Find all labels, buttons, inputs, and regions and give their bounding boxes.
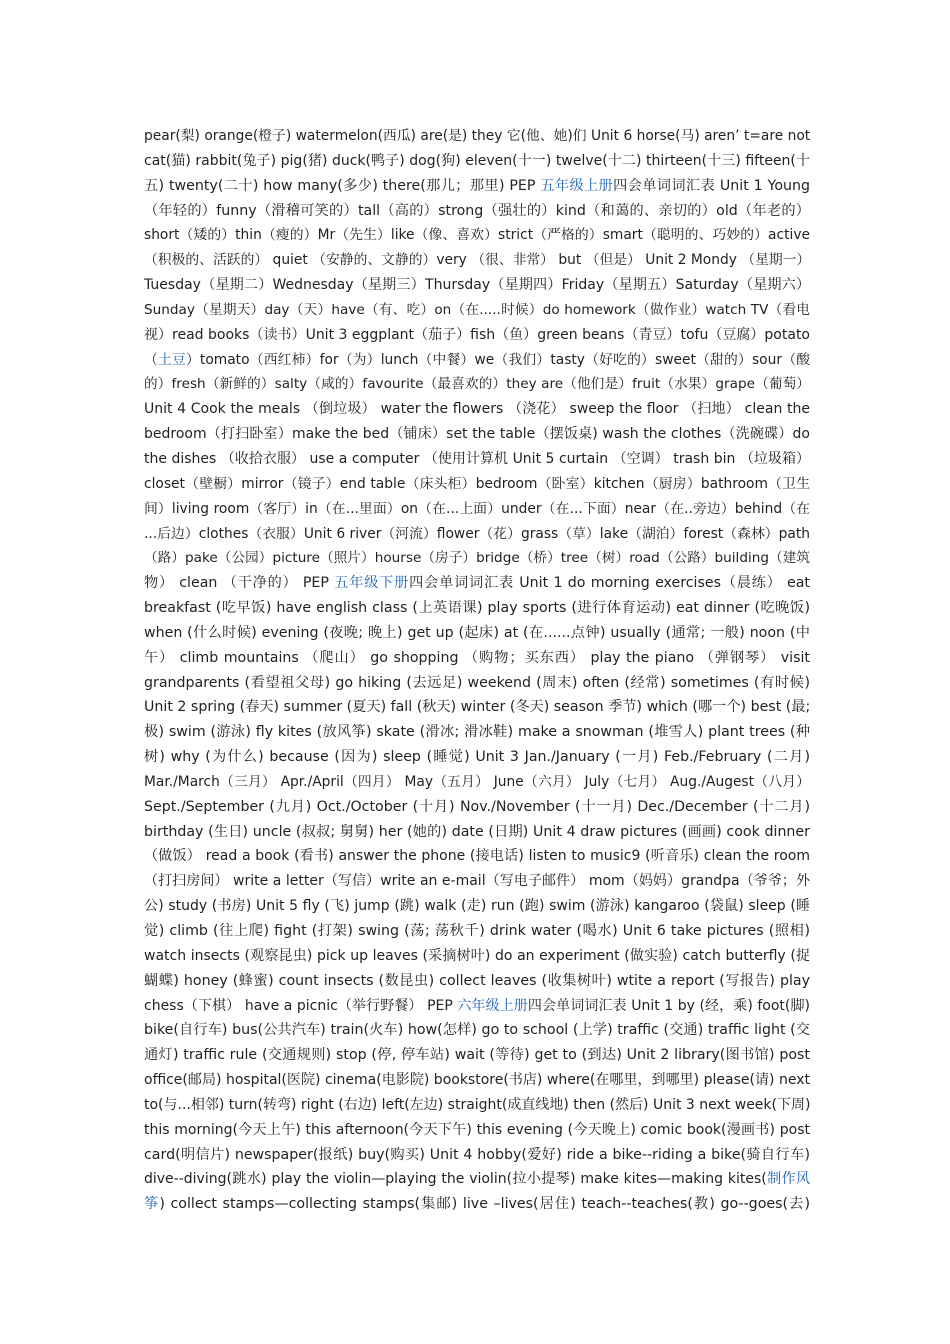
inline-link[interactable]: 五年级上册 — [540, 177, 614, 194]
text-line — [144, 894, 810, 919]
text-run: 间）living room（客厅）in（在...里面）on（在...上面）under（在...下面）near（在..旁边）behind（在 — [144, 500, 810, 517]
text-line — [144, 248, 810, 273]
text-line — [144, 223, 810, 248]
text-line — [144, 174, 810, 199]
text-line — [144, 745, 810, 770]
inline-link[interactable]: 土豆 — [157, 351, 186, 368]
text-line — [144, 273, 810, 298]
text-run: Sunday（星期天）day（天）have（有、吃）on（在.....时候）do homework（做作业）watch TV（看电 — [144, 301, 810, 318]
text-line — [144, 323, 810, 348]
text-run: Mar./March（三月） Apr./April（四月） May（五月） June（六月） July（七月） Aug./Augest（八月） — [144, 773, 810, 790]
text-run: （年轻的）funny（滑稽可笑的）tall（高的）strong（强壮的）kind（和蔼的、亲切的）old（年老的） — [144, 202, 810, 219]
text-run: 视）read books（读书）Unit 3 eggplant（茄子）fish（鱼）green beans（青豆）tofu（豆腐）potato — [144, 326, 810, 343]
text-line — [144, 1043, 810, 1068]
text-run: 物） clean （干净的） PEP — [144, 575, 335, 592]
text-run: 的）fresh（新鲜的）salty（咸的）favourite（最喜欢的）they are（他们是）fruit（水果）grape（葡萄） — [144, 376, 810, 393]
text-run: closet（壁橱）mirror（镜子）end table（床头柜）bedroom（卧室）kitchen（厨房）bathroom（卫生 — [144, 475, 810, 492]
text-line — [144, 720, 810, 745]
text-run: Unit 4 Cook the meals （倒垃圾） water the flowers （浇花） sweep the floor （扫地） clean the — [144, 401, 810, 418]
text-run: Tuesday（星期二）Wednesday（星期三）Thursday（星期四）Friday（星期五）Saturday（星期六） — [144, 277, 810, 294]
vocabulary-text-block — [144, 124, 810, 1217]
text-line — [144, 969, 810, 994]
text-line — [144, 695, 810, 720]
text-line — [144, 372, 810, 397]
text-run: chess（下棋） have a picnic（举行野餐） PEP — [144, 997, 458, 1014]
text-line — [144, 199, 810, 224]
text-run: grandparents (看望祖父母) go hiking (去远足) weekend (周末) often (经常) sometimes (有时候) — [144, 674, 810, 691]
text-run: 四会单词词汇表 Unit 1 by (经，乘) foot(脚) — [527, 997, 810, 1014]
text-run: 四会单词词汇表 Unit 1 do morning exercises（晨练） eat — [409, 575, 810, 592]
inline-link[interactable]: 筝 — [144, 1196, 160, 1213]
text-line — [144, 1167, 810, 1192]
text-line — [144, 1018, 810, 1043]
text-line — [144, 546, 810, 571]
text-run: 蝴蝶) honey (蜂蜜) count insects (数昆虫) collect leaves (收集树叶) wtite a report (写报告) play — [144, 972, 810, 989]
inline-link[interactable]: 六年级上册 — [457, 997, 528, 1014]
text-run: cat(猫) rabbit(兔子) pig(猪) duck(鸭子) dog(狗) eleven(十一) twelve(十二) thirteen(十三) fifteen(十 — [144, 152, 810, 169]
text-run: ) collect stamps—collecting stamps(集邮) live –lives(居住) teach--teaches(教) go--goes(去) — [159, 1196, 810, 1213]
text-line — [144, 671, 810, 696]
text-run: （路）pake（公园）picture（照片）hourse（房子）bridge（桥）tree（树）road（公路）building（建筑 — [144, 550, 810, 567]
text-run: when (什么时候) evening (夜晚; 晚上) get up (起床) at (在......点钟) usually (通常; 一般) noon (中 — [144, 624, 810, 641]
text-line — [144, 571, 810, 596]
text-line — [144, 795, 810, 820]
text-run: to(与...相邻) turn(转弯) right (右边) left(左边) straight(成直线地) then (然后) Unit 3 next week(下周) — [144, 1096, 810, 1113]
text-line — [144, 522, 810, 547]
text-line — [144, 149, 810, 174]
text-run: 五) twenty(二十) how many(多少) there(那儿；那里) PEP — [144, 177, 541, 194]
text-line — [144, 1143, 810, 1168]
text-run: ）tomato（西红柿）for（为）lunch（中餐）we（我们）tasty（好吃的）sweet（甜的）sour（酸 — [185, 351, 810, 368]
text-run: card(明信片) newspaper(报纸) buy(购买) Unit 4 hobby(爱好) ride a bike--riding a bike(骑自行车) — [144, 1146, 810, 1163]
text-line — [144, 1093, 810, 1118]
text-run: （ — [144, 351, 158, 368]
text-run: breakfast (吃早饭) have english class (上英语课) play sports (进行体育运动) eat dinner (吃晚饭) — [144, 600, 810, 617]
text-line — [144, 422, 810, 447]
text-run: bedroom（打扫卧室）make the bed（铺床）set the table（摆饭桌) wash the clothes（洗碗碟）do — [144, 426, 810, 443]
text-run: （积极的、活跃的） quiet （安静的、文静的）very （很、非常） but （但是） Unit 2 Mondy （星期一） — [144, 252, 810, 269]
text-line — [144, 472, 810, 497]
text-line — [144, 869, 810, 894]
text-run: 树) why (为什么) because (因为) sleep (睡觉) Unit 3 Jan./January (一月) Feb./February (二月) — [144, 749, 810, 766]
text-line — [144, 298, 810, 323]
text-line — [144, 994, 810, 1019]
text-run: bike(自行车) bus(公共汽车) train(火车) how(怎样) go to school (上学) traffic (交通) traffic light (交 — [144, 1022, 810, 1039]
text-line — [144, 1118, 810, 1143]
text-run: 通灯) traffic rule (交通规则) stop (停, 停车站) wait (等待) get to (到达) Unit 2 library(图书馆) post — [144, 1047, 810, 1064]
text-run: 午） climb mountains （爬山） go shopping （购物；买东西） play the piano （弹钢琴） visit — [144, 649, 810, 666]
text-line — [144, 497, 810, 522]
text-run: 觉) climb (往上爬) fight (打架) swing (荡; 荡秋千) drink water (喝水) Unit 6 take pictures (照相) — [144, 923, 810, 939]
text-run: office(邮局) hospital(医院) cinema(电影院) bookstore(书店) where(在哪里，到哪里) please(请) next — [144, 1072, 810, 1089]
text-run: （做饭） read a book (看书) answer the phone (接电话) listen to music9 (听音乐) clean the room — [144, 848, 810, 865]
text-line — [144, 596, 810, 621]
text-line — [144, 447, 810, 472]
text-line — [144, 1068, 810, 1093]
text-run: short（矮的）thin（瘦的）Mr（先生）like（像、喜欢）strict（严格的）smart（聪明的、巧妙的）active — [144, 227, 810, 244]
text-run: this morning(今天上午) this afternoon(今天下午) this evening (今天晚上) comic book(漫画书) post — [144, 1121, 810, 1138]
text-line — [144, 124, 810, 149]
text-line — [144, 348, 810, 373]
text-run: Unit 2 spring (春天) summer (夏天) fall (秋天) winter (冬天) season 季节) which (哪一个) best (最; — [144, 699, 810, 716]
inline-link[interactable]: 制作风 — [766, 1171, 810, 1188]
text-line — [144, 944, 810, 969]
text-run: the dishes （收拾衣服） use a computer （使用计算机 Unit 5 curtain （空调） trash bin （垃圾箱） — [144, 450, 810, 467]
text-run: dive--diving(跳水) play the violin—playing the violin(拉小提琴) make kites—making kites( — [144, 1171, 767, 1188]
text-run: ...后边）clothes（衣服）Unit 6 river（河流）flower（花）grass（草）lake（湖泊）forest（森林）path — [144, 525, 810, 542]
text-line — [144, 844, 810, 869]
text-run: Sept./September (九月) Oct./October (十月) Nov./November (十一月) Dec./December (十二月) — [144, 798, 810, 815]
text-line — [144, 820, 810, 845]
text-line — [144, 770, 810, 795]
text-run: pear(梨) orange(橙子) watermelon(西瓜) are(是) they 它(他、她)们 Unit 6 horse(马) aren’ t=are not — [144, 128, 810, 144]
text-line — [144, 919, 810, 944]
text-line — [144, 646, 810, 671]
text-run: birthday (生日) uncle (叔叔; 舅舅) her (她的) date (日期) Unit 4 draw pictures (画画) cook dinner — [144, 823, 810, 840]
text-run: 公) study (书房) Unit 5 fly (飞) jump (跳) walk (走) run (跑) swim (游泳) kangaroo (袋鼠) sleep (睡 — [144, 898, 810, 915]
text-run: 四会单词词汇表 Unit 1 Young — [613, 177, 810, 194]
text-run: 极) swim (游泳) fly kites (放风筝) skate (滑冰; 滑冰鞋) make a snowman (堆雪人) plant trees (种 — [144, 724, 810, 741]
text-run: watch insects (观察昆虫) pick up leaves (采摘树叶) do an experiment (做实验) catch butterfly (捉 — [144, 947, 810, 964]
text-line — [144, 1192, 810, 1217]
text-run: （打扫房间） write a letter（写信）write an e-mail（写电子邮件） mom（妈妈）grandpa（爷爷；外 — [144, 873, 810, 890]
text-line — [144, 397, 810, 422]
text-line — [144, 621, 810, 646]
inline-link[interactable]: 五年级下册 — [334, 575, 410, 592]
